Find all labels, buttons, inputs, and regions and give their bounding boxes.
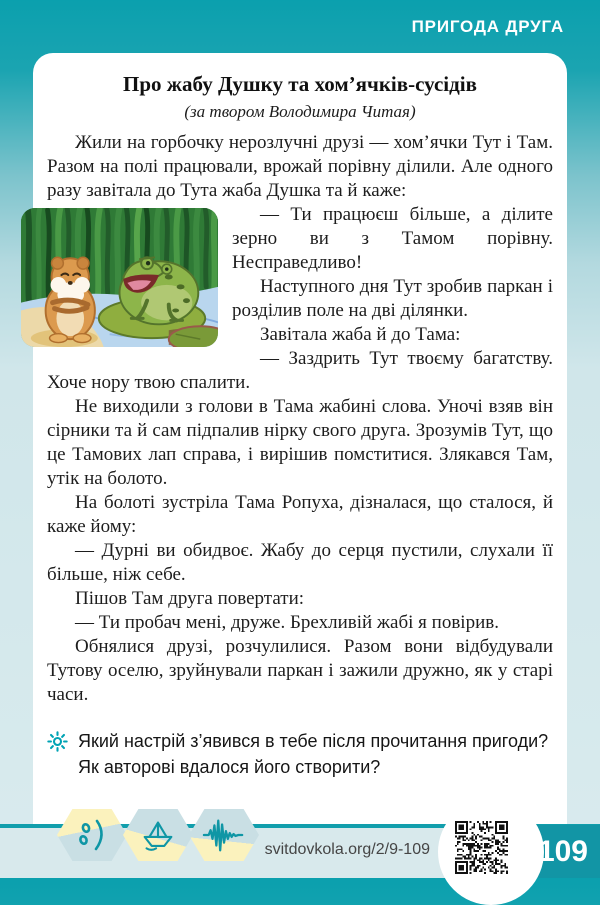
story-paragraph: — Заздрить Тут твоєму багатству. Хоче нору твою спалити. — [47, 348, 553, 393]
sun-icon — [47, 728, 78, 780]
paper-boat-icon — [137, 815, 179, 855]
story-paragraph: Обнялися друзі, розчулилися. Разом вони відбудували Тутову оселю, зруйнували паркан і зажили дружно, як у старі часи. — [47, 636, 553, 705]
question-text: Який настрій з’явився в тебе після прочитання пригоди? Як авторові вдалося його створити? — [78, 731, 549, 777]
story-illustration — [21, 208, 218, 347]
smiley-icon — [72, 815, 112, 855]
footer-url: svitdovkola.org/2/9-109 — [264, 841, 430, 858]
story-title: Про жабу Душку та хом’ячків-сусідів — [123, 72, 477, 96]
section-header: ПРИГОДА ДРУГА — [411, 17, 564, 36]
story-subtitle: (за твором Володимира Читая) — [184, 102, 416, 121]
hamster-frog-pond-image — [21, 208, 218, 347]
story-paragraph: — Ти пробач мені, друже. Брехливій жабі я повірив. — [75, 612, 499, 633]
story-paragraph: Пішов Там друга повертати: — [75, 588, 305, 609]
story-body — [47, 131, 553, 707]
comprehension-question — [47, 728, 553, 780]
story-paragraph: Жили на горбочку нерозлучні друзі — хом’ячки Тут і Там. Разом на полі працювали, врожай порівну ділили. Але одного разу завітала до Тута жаба Душка та й каже: — [47, 132, 553, 201]
qr-code — [455, 821, 508, 874]
story-paragraph: На болоті зустріла Тама Ропуха, дізналася, що сталося, й каже йому: — [47, 492, 553, 537]
story-paragraph: — Дурні ви обидвоє. Жабу до серця пустили, слухали її більше, ніж себе. — [47, 540, 553, 585]
story-paragraph: Завітала жаба й до Тама: — [260, 324, 461, 345]
story-paragraph: Не виходили з голови в Тама жабині слова. Уночі взяв він сірники та й сам підпалив нірку свого друга. Зрозумів Тут, що це Тамових лап справа, і вирішив помститися. Злякався Там, утік на болото. — [47, 396, 553, 489]
story-paragraph: — Ти працюєш більше, а ділите зерно ви з Тамом порівну. Несправедливо! — [232, 204, 553, 273]
story-paragraph: Наступного дня Тут зробив паркан і розділив поле на дві ділянки. — [232, 276, 553, 321]
page-number: 109 — [537, 834, 588, 868]
page-card — [33, 53, 567, 824]
